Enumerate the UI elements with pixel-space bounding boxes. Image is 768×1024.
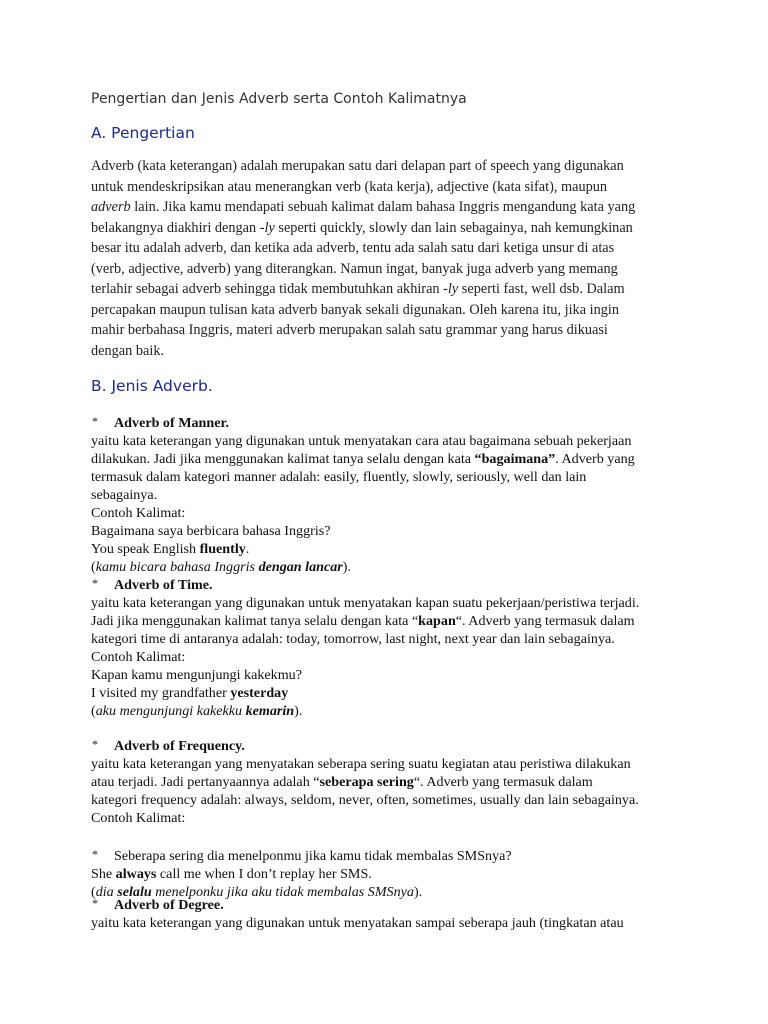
bullet-star-icon: * xyxy=(92,414,98,428)
frequency-example-translation: (dia selalu menelponku jika aku tidak membalas SMSnya). xyxy=(91,884,423,900)
time-section xyxy=(91,574,691,720)
time-title: * Adverb of Time. xyxy=(92,576,213,593)
manner-line: dilakukan. Jadi jika menggunakan kalimat tanya selalu dengan kata “bagaimana”. Adverb yang xyxy=(91,451,635,467)
time-line: Jadi jika menggunakan kalimat tanya selalu dengan kata “kapan“. Adverb yang termasuk dalam xyxy=(91,613,635,629)
manner-example-label: Contoh Kalimat: xyxy=(91,505,186,521)
bullet-star-icon: * xyxy=(92,576,98,590)
manner-example-question: Bagaimana saya berbicara bahasa Inggris? xyxy=(91,523,331,539)
degree-section xyxy=(91,894,691,932)
paragraph-line: untuk mendeskripsikan atau menerangkan verb (kata kerja), adjective (kata sifat), maupun xyxy=(91,178,608,195)
manner-line: termasuk dalam kategori manner adalah: easily, fluently, slowly, seriously, well dan lain xyxy=(91,469,587,485)
paragraph-line: terlahir sebagai adverb sehingga tidak membutuhkan akhiran -ly seperti fast, well dsb. Dalam xyxy=(91,281,625,297)
manner-example-translation: (kamu bicara bahasa Inggris dengan lancar). xyxy=(91,559,351,575)
document-title: Pengertian dan Jenis Adverb serta Contoh Kalimatnya xyxy=(91,91,467,107)
bullet-star-icon: * xyxy=(92,847,98,861)
time-line: kategori time di antaranya adalah: today, tomorrow, last night, next year dan lain sebagainya. xyxy=(91,631,615,647)
frequency-title: * Adverb of Frequency. xyxy=(92,737,245,754)
paragraph-line: belakangnya diakhiri dengan -ly seperti quickly, slowly dan lain sebagainya, nah kemungkinan xyxy=(91,219,633,236)
intro-paragraph xyxy=(91,156,696,361)
spacer xyxy=(91,827,691,845)
manner-section xyxy=(91,412,691,576)
frequency-example-label: Contoh Kalimat: xyxy=(91,810,186,826)
manner-title: * Adverb of Manner. xyxy=(92,414,229,431)
paragraph-line: Adverb (kata keterangan) adalah merupakan satu dari delapan part of speech yang digunakan xyxy=(91,158,624,174)
frequency-line: atau terjadi. Jadi pertanyaannya adalah “seberapa sering“. Adverb yang termasuk dalam xyxy=(91,774,593,790)
heading-pengertian: A. Pengertian xyxy=(91,124,195,142)
frequency-example-question: * Seberapa sering dia menelponmu jika kamu tidak membalas SMSnya? xyxy=(92,847,512,864)
paragraph-line: adverb lain. Jika kamu mendapati sebuah kalimat dalam bahasa Inggris mengandung kata yang xyxy=(91,199,636,215)
bullet-star-icon: * xyxy=(92,737,98,751)
manner-example-sentence: You speak English fluently. xyxy=(91,541,250,557)
time-example-sentence: I visited my grandfather yesterday xyxy=(91,685,289,701)
heading-jenis-adverb: B. Jenis Adverb. xyxy=(91,377,213,395)
time-example-translation: (aku mengunjungi kakekku kemarin). xyxy=(91,703,303,719)
manner-line: yaitu kata keterangan yang digunakan untuk menyatakan cara atau bagaimana sebuah pekerjaan xyxy=(91,433,632,449)
time-line: yaitu kata keterangan yang digunakan untuk menyatakan kapan suatu pekerjaan/peristiwa terjadi. xyxy=(91,595,640,611)
manner-line: sebagainya. xyxy=(91,487,158,503)
time-example-question: Kapan kamu mengunjungi kakekmu? xyxy=(91,667,302,683)
frequency-example-sentence: She always call me when I don’t replay her SMS. xyxy=(91,866,372,882)
degree-title: * Adverb of Degree. xyxy=(92,896,224,913)
paragraph-line: besar itu adalah adverb, dan ketika ada adverb, tentu ada salah satu dari ketiga unsur di atas xyxy=(91,240,615,256)
frequency-line: kategori frequency adalah: always, seldom, never, often, sometimes, usually dan lain sebagainya. xyxy=(91,792,639,808)
paragraph-line: mahir berbahasa Inggris, materi adverb merupakan salah satu grammar yang harus dikuasi xyxy=(91,322,608,338)
degree-line: yaitu kata keterangan yang digunakan untuk menyatakan sampai seberapa jauh (tingkatan atau xyxy=(91,915,624,931)
frequency-section xyxy=(91,735,691,901)
time-example-label: Contoh Kalimat: xyxy=(91,649,186,665)
paragraph-line: percapakan maupun tulisan kata adverb banyak sekali digunakan. Oleh karena itu, jika ingin xyxy=(91,301,620,318)
frequency-line: yaitu kata keterangan yang menyatakan seberapa sering suatu kegiatan atau peristiwa dilakukan xyxy=(91,756,631,772)
bullet-star-icon: * xyxy=(92,896,98,910)
paragraph-line: dengan baik. xyxy=(91,342,165,359)
paragraph-line: (verb, adjective, adverb) yang diterangkan. Namun ingat, banyak juga adverb yang memang xyxy=(91,260,618,277)
